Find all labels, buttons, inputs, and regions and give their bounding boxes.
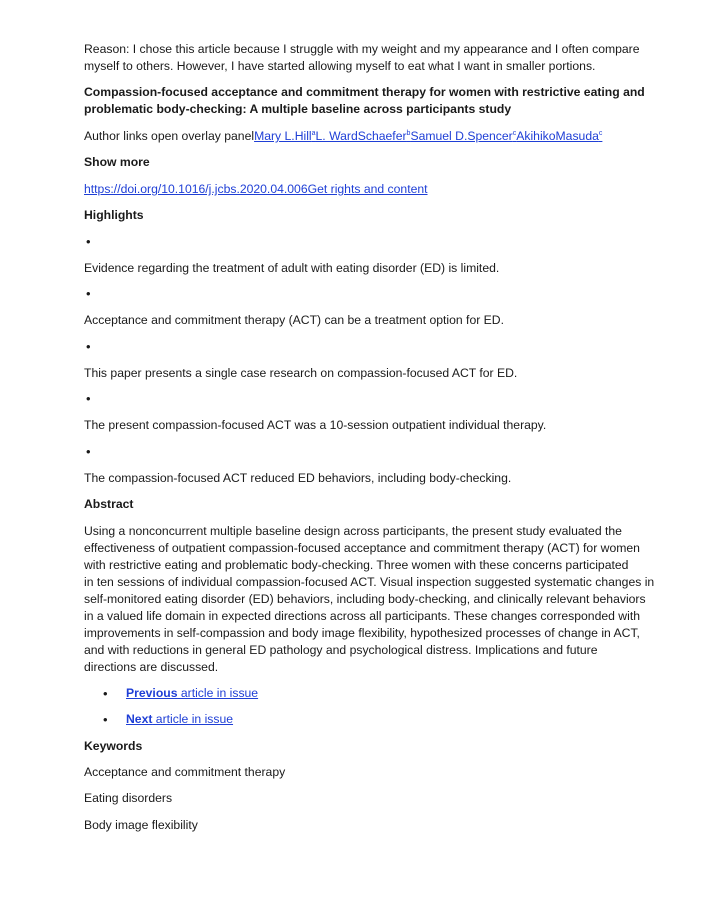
abstract-line: directions are discussed. [84,660,219,674]
author-name: Samuel D.Spencer [410,129,513,143]
rights-link[interactable]: Get rights and content [307,182,428,196]
abstract-line: Using a nonconcurrent multiple baseline design across participants, the present study evaluated the [84,524,622,538]
bullet-icon: • [103,712,108,727]
keyword-item: Eating disorders [84,791,173,805]
author-link-hill[interactable] [254,129,315,143]
abstract-line: in ten sessions of individual compassion-focused ACT. Visual inspection suggested systematic changes in [84,575,655,589]
author-name: Mary L.Hill [254,129,312,143]
abstract-line: improvements in self-compassion and body image flexibility, hypothesized processes of change in ACT, [84,626,640,640]
next-article-link[interactable] [126,711,233,727]
article-title-line-2: problematic body-checking: A multiple baseline across participants study [84,102,512,116]
bullet-icon: • [86,444,91,459]
article-title-line-1: Compassion-focused acceptance and commitment therapy for women with restrictive eating and [84,85,645,99]
next-label: Next [126,712,153,726]
bullet-icon: • [86,339,91,354]
previous-rest: article in issue [177,686,259,700]
author-link-wardschaefer[interactable] [316,129,411,143]
keyword-item: Acceptance and commitment therapy [84,765,286,779]
previous-label: Previous [126,686,178,700]
abstract-heading: Abstract [84,497,134,511]
highlight-item: Acceptance and commitment therapy (ACT) can be a treatment option for ED. [84,313,504,327]
author-link-masuda[interactable] [516,129,602,143]
reason-line-2: myself to others. However, I have started allowing myself to eat what I want in smaller portions. [84,59,596,73]
abstract-line: and with reductions in general ED pathology and psychological distress. Implications and future [84,643,598,657]
bullet-icon: • [86,391,91,406]
abstract-line: in a valued life domain in expected directions across all participants. These changes corresponded with [84,609,640,623]
doi-line [84,181,428,197]
abstract-line: with restrictive eating and problematic body-checking. Three women with these concerns participated [84,558,629,572]
highlight-item: The compassion-focused ACT reduced ED behaviors, including body-checking. [84,471,512,485]
highlight-item: This paper presents a single case research on compassion-focused ACT for ED. [84,366,518,380]
next-rest: article in issue [152,712,234,726]
keyword-item: Body image flexibility [84,818,198,832]
author-line [84,128,602,144]
show-more-button[interactable]: Show more [84,155,150,169]
author-affiliation: c [512,130,517,137]
author-prefix: Author links open overlay panel [84,129,255,143]
reason-line-1: Reason: I chose this article because I struggle with my weight and my appearance and I often compare [84,42,640,56]
author-affiliation: c [598,130,603,137]
author-affiliation: b [406,130,411,137]
highlight-item: The present compassion-focused ACT was a 10-session outpatient individual therapy. [84,418,547,432]
highlight-item: Evidence regarding the treatment of adult with eating disorder (ED) is limited. [84,261,500,275]
abstract-line: self-monitored eating disorder (ED) behaviors, including body-checking, and clinically relevant behaviors [84,592,646,606]
keywords-heading: Keywords [84,739,143,753]
author-affiliation: a [311,130,316,137]
author-name: AkihikoMasuda [516,129,599,143]
author-name: L. WardSchaefer [315,129,407,143]
author-link-spencer[interactable] [410,129,516,143]
highlights-heading: Highlights [84,208,144,222]
previous-article-link[interactable] [126,685,258,701]
bullet-icon: • [103,686,108,701]
doi-link[interactable]: https://doi.org/10.1016/j.jcbs.2020.04.006 [84,182,308,196]
bullet-icon: • [86,234,91,249]
abstract-line: effectiveness of outpatient compassion-focused acceptance and commitment therapy (ACT) for women [84,541,640,555]
bullet-icon: • [86,286,91,301]
